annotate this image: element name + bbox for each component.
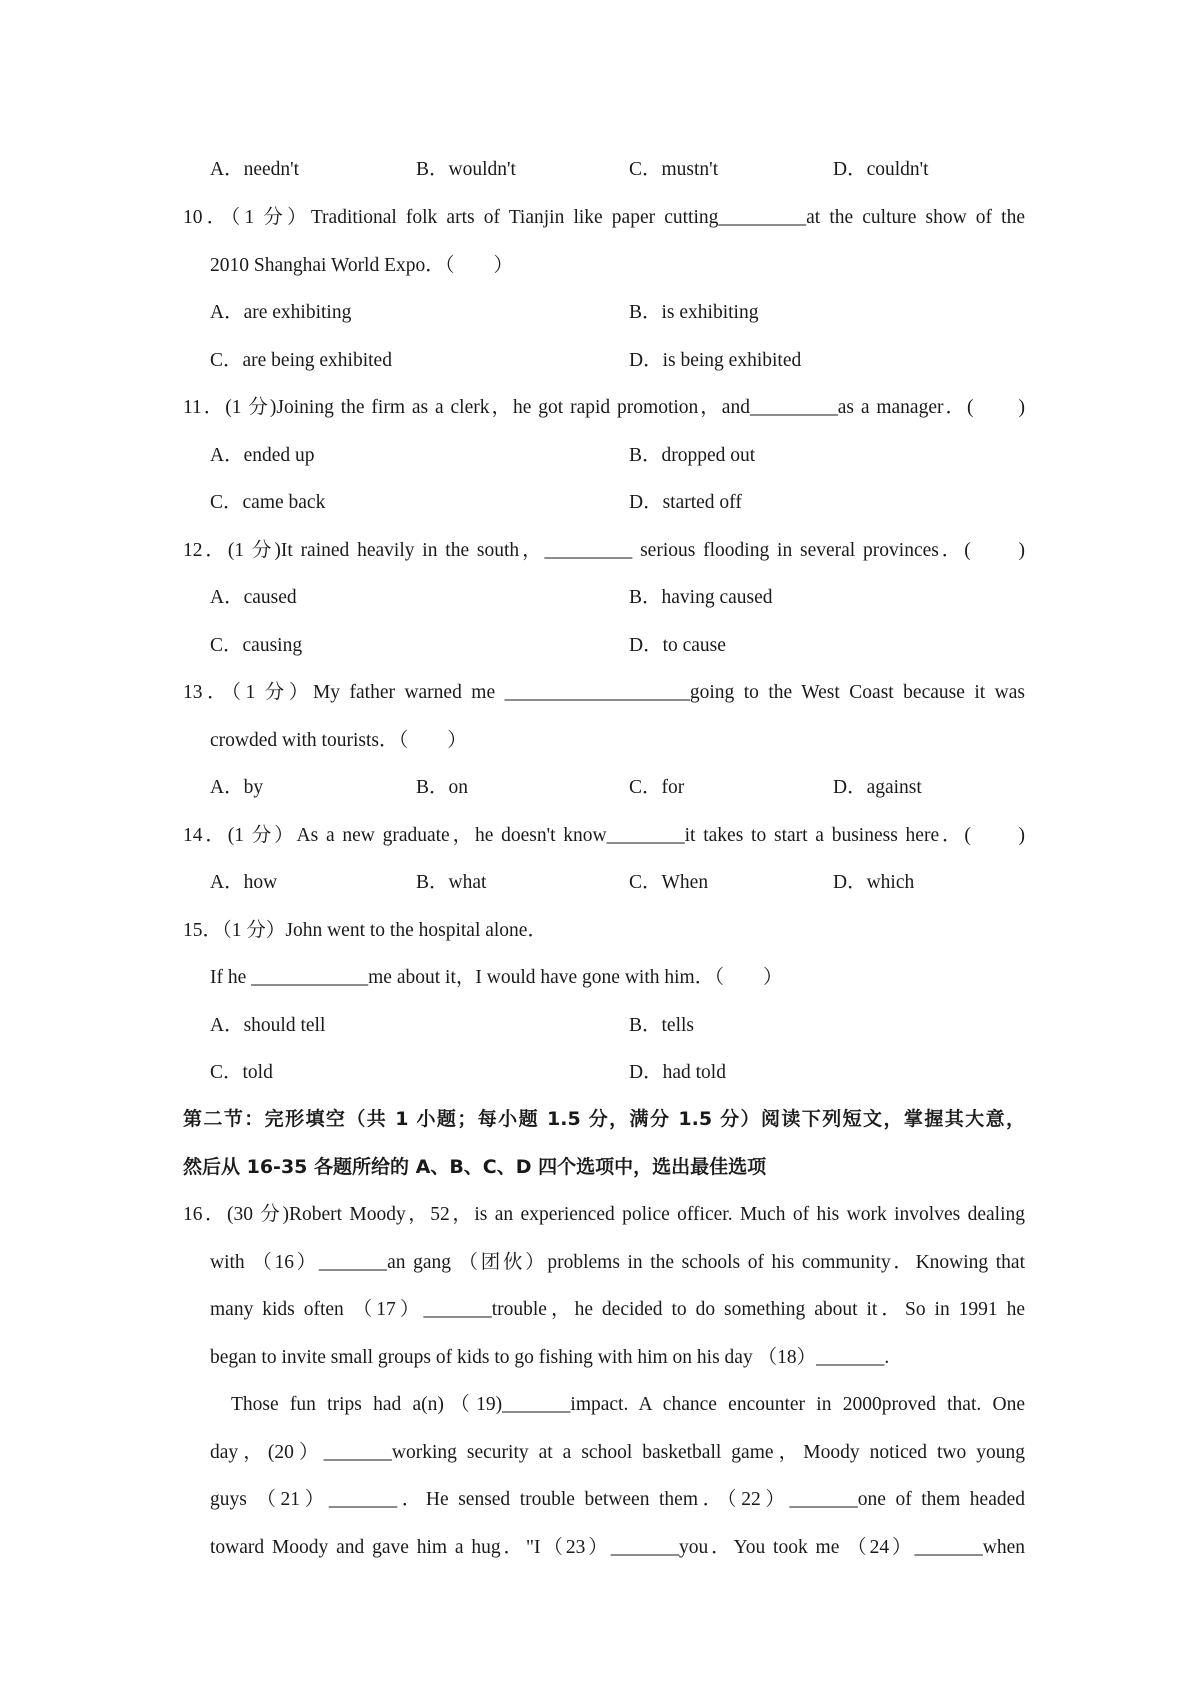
- q14-option-b: B．what: [416, 872, 487, 893]
- q14-option-d: D．which: [833, 872, 915, 893]
- q11-option-a: A．ended up: [210, 445, 315, 466]
- q10-option-a: A．are exhibiting: [210, 302, 352, 323]
- q11-stem: 11．(1 分)Joining the firm as a clerk，he got rapid promotion，and_________as a manager．( ): [183, 397, 1025, 418]
- q9-option-d: D．couldn't: [833, 159, 929, 180]
- q10-option-b: B．is exhibiting: [629, 302, 759, 323]
- q13-stem-line2: crowded with tourists．（ ）: [210, 730, 467, 751]
- q16-passage-line: guys （21）_______．He sensed trouble between them．（22）_______one of them headed: [210, 1489, 1025, 1510]
- q13-stem-line1: 13．（1 分）My father warned me ___________________going to the West Coast because it was: [183, 682, 1025, 703]
- q12-option-c: C．causing: [210, 635, 303, 656]
- q10-option-c: C．are being exhibited: [210, 350, 392, 371]
- q10-stem-line1: 10．（1 分）Traditional folk arts of Tianjin like paper cutting_________at the culture show of the: [183, 207, 1025, 228]
- section2-heading-line2: 然后从 16-35 各题所给的 A、B、C、D 四个选项中，选出最佳选项: [183, 1156, 767, 1178]
- q11-option-b: B．dropped out: [629, 445, 756, 466]
- q14-option-c: C．When: [629, 872, 709, 893]
- q16-passage-line: day，(20）_______working security at a school basketball game，Moody noticed two young: [210, 1442, 1025, 1463]
- q9-option-a: A．needn't: [210, 159, 300, 180]
- q12-stem: 12．(1 分)It rained heavily in the south，_________ serious flooding in several provinces．( ): [183, 540, 1025, 561]
- q13-option-a: A．by: [210, 777, 264, 798]
- q16-passage-line: toward Moody and gave him a hug．"I（23）_______you．You took me （24）_______when: [210, 1537, 1025, 1558]
- q15-option-a: A．should tell: [210, 1015, 326, 1036]
- q13-option-b: B．on: [416, 777, 469, 798]
- q10-option-d: D．is being exhibited: [629, 350, 802, 371]
- q16-passage-line: many kids often （17）_______trouble，he decided to do something about it．So in 1991 he: [210, 1299, 1025, 1320]
- q14-option-a: A．how: [210, 872, 278, 893]
- q11-option-c: C．came back: [210, 492, 326, 513]
- q11-option-d: D．started off: [629, 492, 742, 513]
- q13-option-c: C．for: [629, 777, 685, 798]
- q15-stem-line1: 15．（1 分）John went to the hospital alone．: [183, 920, 547, 941]
- q12-option-b: B．having caused: [629, 587, 773, 608]
- q16-passage-line: with （16）_______an gang （团伙）problems in the schools of his community．Knowing that: [210, 1252, 1025, 1273]
- q15-option-d: D．had told: [629, 1062, 726, 1083]
- q15-option-b: B．tells: [629, 1015, 695, 1036]
- q10-stem-line2: 2010 Shanghai World Expo．（ ）: [210, 255, 514, 276]
- q15-stem-line2: If he ____________me about it，I would have gone with him．（ ）: [210, 967, 783, 988]
- section2-heading-line1: 第二节：完形填空（共 1 小题；每小题 1.5 分，满分 1.5 分）阅读下列短文，掌握其大意，: [183, 1108, 1025, 1130]
- q12-option-a: A．caused: [210, 587, 297, 608]
- q14-stem: 14．(1 分）As a new graduate，he doesn't know________it takes to start a business here．( ): [183, 825, 1025, 846]
- q16-passage-line: 16．(30 分)Robert Moody，52，is an experienced police officer. Much of his work involves dealing: [183, 1204, 1025, 1225]
- q13-option-d: D．against: [833, 777, 922, 798]
- q9-option-b: B．wouldn't: [416, 159, 516, 180]
- q15-option-c: C．told: [210, 1062, 273, 1083]
- q9-option-c: C．mustn't: [629, 159, 719, 180]
- q16-passage-line: began to invite small groups of kids to go fishing with him on his day （18）_______.: [210, 1347, 890, 1368]
- q16-passage-line: Those fun trips had a(n)（19)_______impact. A chance encounter in 2000proved that. One: [231, 1394, 1025, 1415]
- q12-option-d: D．to cause: [629, 635, 726, 656]
